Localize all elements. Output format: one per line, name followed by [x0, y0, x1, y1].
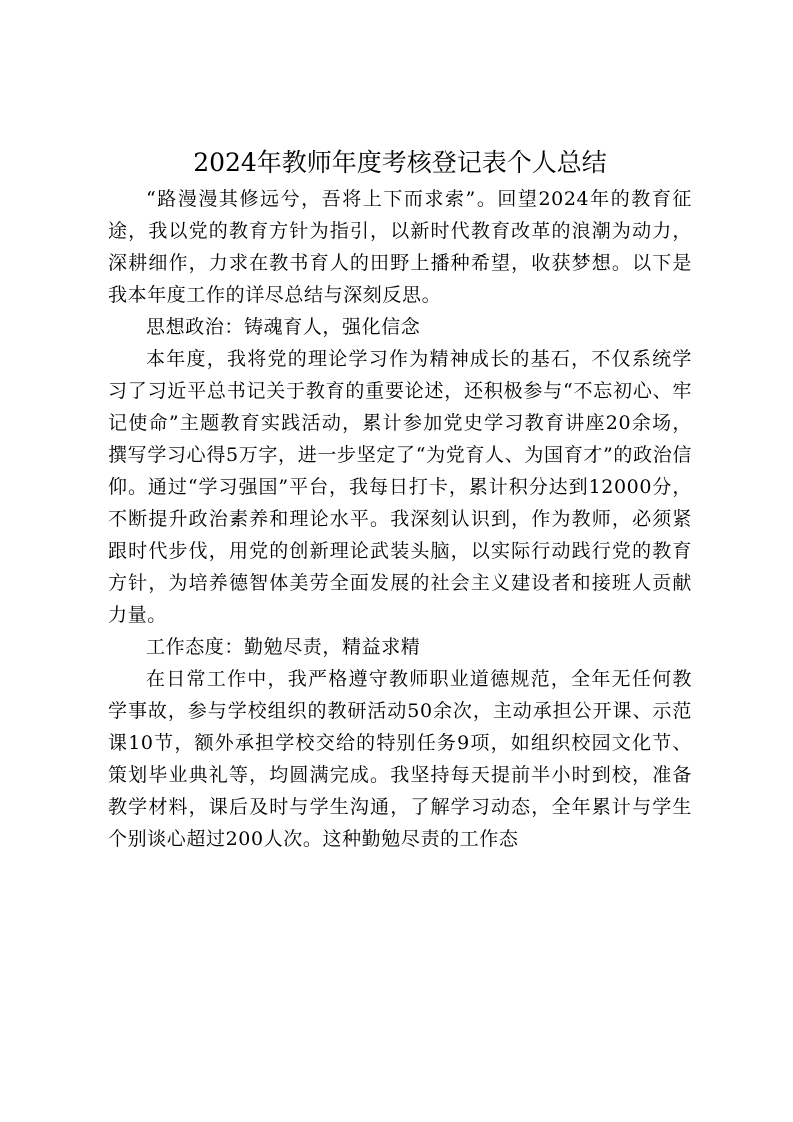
section-heading-work-attitude: 工作态度：勤勉尽责，精益求精 [146, 636, 421, 658]
section-body-ideology: 本年度，我将党的理论学习作为精神成长的基石，不仅系统学习了习近平总书记关于教育的重要论述，还积极参与“不忘初心、牢记使命”主题教育实践活动，累计参加党史学习教育讲座20余场，撰写学习心得5万字，进一步坚定了“为党育人、为国育才”的政治信仰。通过“学习强国”平台，我每日打卡，累计积分达到12000分，不断提升政治素养和理论水平。我深刻认识到，作为教师，必须紧跟时代步伐，用党的创新理论武装头脑，以实际行动践行党的教育方针，为培养德智体美劳全面发展的社会主义建设者和接班人贡献力量。 [108, 348, 692, 626]
section-heading-ideology: 思想政治：铸魂育人，强化信念 [146, 316, 421, 338]
section-body-work-attitude: 在日常工作中，我严格遵守教师职业道德规范，全年无任何教学事故，参与学校组织的教研活动50余次，主动承担公开课、示范课10节，额外承担学校交给的特别任务9项，如组织校园文化节、策划毕业典礼等，均圆满完成。我坚持每天提前半小时到校，准备教学材料，课后及时与学生沟通，了解学习动态，全年累计与学生个别谈心超过200人次。这种勤勉尽责的工作态 [108, 668, 692, 850]
intro-paragraph: “路漫漫其修远兮，吾将上下而求索”。回望2024年的教育征途，我以党的教育方针为指引，以新时代教育改革的浪潮为动力，深耕细作，力求在教书育人的田野上播种希望，收获梦想。以下是我本年度工作的详尽总结与深刻反思。 [108, 188, 692, 306]
document-title: 2024年教师年度考核登记表个人总结 [193, 148, 607, 177]
document-content [108, 143, 692, 855]
